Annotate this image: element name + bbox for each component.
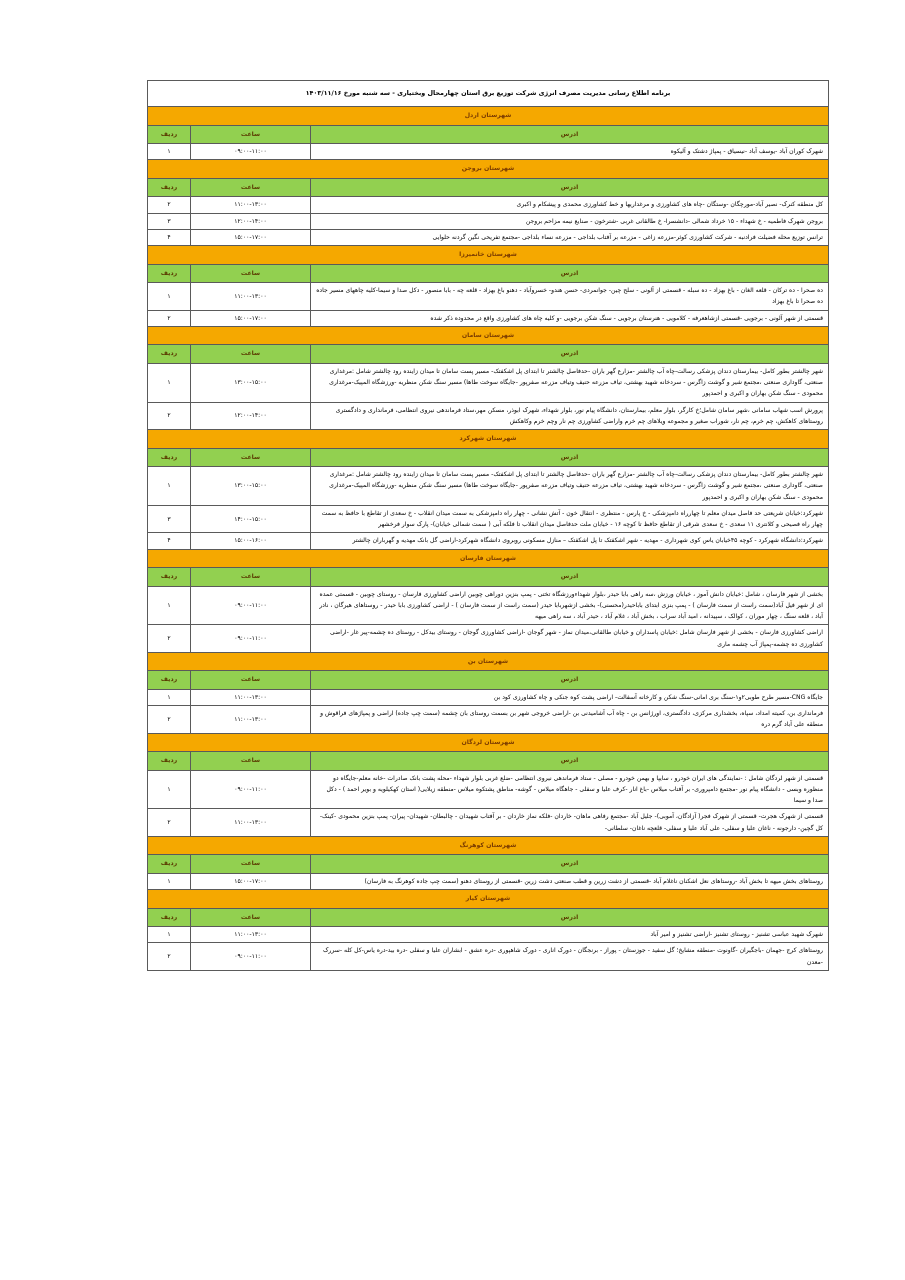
outage-hours: ۰۹:۰۰-۱۱:۰۰ xyxy=(191,586,311,625)
outage-row-number: ۲ xyxy=(148,402,191,430)
table-body xyxy=(148,81,829,971)
column-header-row xyxy=(148,752,829,770)
outage-address: اراضی کشاورزی فارسان - بخشی از شهر فارسان شامل :خیابان پاسداران و خیابان طالقانی،میدان نماز - شهر گوجان -اراضی کشاورزی گوجان - روستای بیدکل - روستای ده چشمه-پیر غار -اراضی کشاورزی ده چشمه-پمپاژ آب چشمه ماری xyxy=(311,625,829,653)
outage-address: قسمتی از شهرک هجرت- قسمتی از شهرک فجر( آزادگان، آموبی)- جلیل آباد -مجتمع رفاهی ماهان- خاردان -فلکه نماز خاردان - بر آفتاب شهیدان - چالبطان- شهیدان- پیران- پمپ بنزین محمودی -کینک- کل گچین- دارجونه - ناغان علیا و سفلی- علی آباد علیا و سفلی- قلعچه ناغان- سلطانی- xyxy=(311,809,829,837)
table-row xyxy=(148,402,829,430)
table-row xyxy=(148,943,829,971)
column-header-row-number: ردیف xyxy=(148,448,191,466)
outage-address: قسمتی از شهر آلونی - برجویی -قسمتی ازشاهعرفه - کلامویی - هنرستان برجویی - سنگ شکن برجویی -و کلیه چاه های کشاورزی واقع در محدوده ذکر شده xyxy=(311,310,829,326)
outage-hours: ۱۱:۰۰-۱۳:۰۰ xyxy=(191,689,311,705)
column-header-row-number: ردیف xyxy=(148,178,191,196)
column-header-hours: ساعت xyxy=(191,908,311,926)
column-header-hours: ساعت xyxy=(191,178,311,196)
column-header-address: ادرس xyxy=(311,752,829,770)
outage-hours: ۰۹:۰۰-۱۱:۰۰ xyxy=(191,625,311,653)
city-name: شهرستان کیار xyxy=(148,890,829,908)
column-header-row-number: ردیف xyxy=(148,264,191,282)
column-header-row-number: ردیف xyxy=(148,908,191,926)
column-header-hours: ساعت xyxy=(191,345,311,363)
table-row xyxy=(148,706,829,734)
outage-row-number: ۱ xyxy=(148,927,191,943)
city-name: شهرستان اردل xyxy=(148,107,829,125)
column-header-address: ادرس xyxy=(311,125,829,143)
outage-hours: ۱۱:۰۰-۱۳:۰۰ xyxy=(191,809,311,837)
column-header-row-number: ردیف xyxy=(148,345,191,363)
column-header-address: ادرس xyxy=(311,448,829,466)
column-header-row-number: ردیف xyxy=(148,671,191,689)
outage-hours: ۱۵:۰۰-۱۷:۰۰ xyxy=(191,229,311,245)
table-row xyxy=(148,144,829,160)
outage-address: شهر چالشتر بطور کامل- بیمارستان دندان پزشکی رسالت-چاه آب چالشتر -مزارع گهر باران -حدفاصل چالشتر تا ابتدای پل اشکفتک- مسیر پست سامان تا میدان زاینده رود چالشتر شامل :مرغداری صنعتی، گاوداری صنعتی ،مجتمع شیر و گوشت زاگرس - سردخانه شهید بهشتی، تیاف مزرعه حنیف وتیاف مزرعه صفرپور -جایگاه سوخت طاها) مسیر سنگ شکن منظریه -ورزشگاه المپیک-مرغداری محمودی - سنگ شکن بهاران و اکبری و احمدپور xyxy=(311,467,829,506)
outage-row-number: ۱ xyxy=(148,770,191,809)
city-section-header-row xyxy=(148,160,829,178)
outage-address: فرمانداری بن، کمیته امداد، سپاه، بخشداری مرکزی، دادگستری، اورژانس بن - چاه آب آشامیدنی بن -اراضی خروجی شهر بن بسمت روستای بان چشمه (سمت چپ جاده) اراضی و پمپاژهای فراقوش و منطقه علی آباد گرم دره xyxy=(311,706,829,734)
column-header-row-number: ردیف xyxy=(148,568,191,586)
column-header-address: ادرس xyxy=(311,908,829,926)
table-row xyxy=(148,873,829,889)
outage-hours: ۱۱:۰۰-۱۳:۰۰ xyxy=(191,283,311,311)
city-section-header-row xyxy=(148,246,829,264)
outage-row-number: ۲ xyxy=(148,197,191,213)
column-header-row xyxy=(148,568,829,586)
column-header-row xyxy=(148,264,829,282)
outage-address: شهرک شهید عباسی تشنیز - روستای تشنیز -اراضی تشنیز و امیر آباد xyxy=(311,927,829,943)
table-row xyxy=(148,533,829,549)
outage-hours: ۱۱:۰۰-۱۳:۰۰ xyxy=(191,706,311,734)
table-row xyxy=(148,229,829,245)
table-row xyxy=(148,467,829,506)
column-header-hours: ساعت xyxy=(191,671,311,689)
city-name: شهرستان لردگان xyxy=(148,733,829,751)
outage-hours: ۱۳:۰۰-۱۵:۰۰ xyxy=(191,467,311,506)
city-section-header-row xyxy=(148,652,829,670)
outage-address: ترانس توزیع محله فضیلت فرادنبه - شرکت کشاورزی کوثر-مزرعه زاغی - مزرعه بر آفتاب بلداجی - مزرعه نساء بلداجی -مجتمع تفریحی نگین گردنه حلوایی xyxy=(311,229,829,245)
outage-hours: ۱۱:۰۰-۱۳:۰۰ xyxy=(191,927,311,943)
table-row xyxy=(148,310,829,326)
column-header-row xyxy=(148,178,829,196)
outage-row-number: ۳ xyxy=(148,505,191,533)
city-name: شهرستان بن xyxy=(148,652,829,670)
column-header-row xyxy=(148,448,829,466)
city-section-header-row xyxy=(148,836,829,854)
outage-hours: ۱۳:۰۰-۱۵:۰۰ xyxy=(191,363,311,402)
table-row xyxy=(148,197,829,213)
column-header-hours: ساعت xyxy=(191,752,311,770)
outage-address: جایگاه CNG-مسیر طرح طوبی۲و۱-سنگ بری امانی-سنگ شکن و کارخانه آسفالت- اراضی پشت کوه جنکی و چاه کشاورزی کود بن xyxy=(311,689,829,705)
city-name: شهرستان خانمیرزا xyxy=(148,246,829,264)
column-header-address: ادرس xyxy=(311,345,829,363)
table-row xyxy=(148,213,829,229)
column-header-hours: ساعت xyxy=(191,568,311,586)
outage-row-number: ۱ xyxy=(148,144,191,160)
outage-address: شهرکرد:خیابان شریعتی حد فاصل میدان معلم تا چهارراه دامپزشکی - خ پارس - منتظری - انتقال خون - آتش نشانی - چهار راه دامپزشکی به سمت میدان انقلاب - خ سعدی از تقاطع با حافظ به سمت چهار راه فصیحی و کلانتری ۱۱ سعدی - خ سعدی شرقی از تقاطع حافظ تا کوچه ۱۶ - خیابان ملت حدفاصل میدان انقلاب تا فلکه آبی ( سمت شمالی خیابان)- پارک سوار فرخشهر xyxy=(311,505,829,533)
outage-row-number: ۲ xyxy=(148,943,191,971)
outage-hours: ۰۹:۰۰-۱۱:۰۰ xyxy=(191,144,311,160)
column-header-row-number: ردیف xyxy=(148,752,191,770)
table-row xyxy=(148,283,829,311)
column-header-row xyxy=(148,345,829,363)
outage-row-number: ۲ xyxy=(148,706,191,734)
table-row xyxy=(148,586,829,625)
column-header-address: ادرس xyxy=(311,671,829,689)
outage-schedule-sheet xyxy=(148,80,829,971)
outage-address: بروجن شهرک فاطمیه - خ شهداء - ۱۵ خرداد شمالی -دانشسرا- خ طالقانی غربی -شترخون - صنایع نیمه مزاحم بروجن xyxy=(311,213,829,229)
outage-row-number: ۴ xyxy=(148,533,191,549)
outage-row-number: ۱ xyxy=(148,689,191,705)
outage-address: ده صحرا - ده ترکان - قلعه الغان - باغ بهزاد - ده سبله - قسمتی از آلونی - سلح چین- جوانمردی- حسن هندو- خسروآباد - دهنو باغ بهزاد - قلعه چه - بابا منصور - دکل صدا و سیما-کلیه چاههای مسیر جاده ده صحرا تا باغ بهزاد xyxy=(311,283,829,311)
city-section-header-row xyxy=(148,549,829,567)
outage-row-number: ۲ xyxy=(148,625,191,653)
outage-row-number: ۱ xyxy=(148,467,191,506)
column-header-row xyxy=(148,908,829,926)
city-section-header-row xyxy=(148,326,829,344)
column-header-row xyxy=(148,125,829,143)
column-header-hours: ساعت xyxy=(191,125,311,143)
table-row xyxy=(148,625,829,653)
outage-row-number: ۲ xyxy=(148,310,191,326)
outage-row-number: ۱ xyxy=(148,586,191,625)
city-name: شهرستان بروجن xyxy=(148,160,829,178)
outage-address: پرورش اسب شهاب سامانی ،شهر سامان شامل؛خ کارگر، بلوار معلم، بیمارستان، دانشگاه پیام نور، بلوار شهداء، شهرک ابوذر، مسکن مهر،ستاد فرماندهی نیروی انتظامی، فرمانداری و دادگستری روستاهای کاهکش، چم خرم، چم نار، شوراب صغیر و مجموعه ویلاهای چم خرم واراضی کشاورزی چم نار وچم خرم وکاهکش xyxy=(311,402,829,430)
city-name: شهرستان شهرکرد xyxy=(148,430,829,448)
city-name: شهرستان سامان xyxy=(148,326,829,344)
outage-address: روستاهای کرج -جهمان -باجگیران -گاونوت -منطقه مشایخ؛ گل سفید - جوزستان - پوراز - برنجگان - دورک اناری - دورک شاهپوری -دره عشق - ابشاران علیا و سفلی -دره بید-دره یاس-کل کله -سررک -معدن xyxy=(311,943,829,971)
city-section-header-row xyxy=(148,890,829,908)
document-title-row xyxy=(148,81,829,107)
table-row xyxy=(148,770,829,809)
outage-row-number: ۱ xyxy=(148,873,191,889)
column-header-row-number: ردیف xyxy=(148,855,191,873)
outage-hours: ۱۲:۰۰-۱۴:۰۰ xyxy=(191,213,311,229)
outage-address: روستاهای بخش میهه تا بخش آباد -روستاهای نعل اشکنان ناغلام آباد -قسمتی از دشت زرین و قطب صنعتی دشت زرین -قسمتی از روستای دهنو (سمت چپ جاده کوهرنگ به فارسان) xyxy=(311,873,829,889)
outage-address: شهرکرد:دانشگاه شهرکرد - کوچه ۴۵خیابان یاس کوی شهرداری - مهدیه - شهر اشکفتک تا پل اشکفتک – منازل مسکونی روبروی دانشگاه شهرکرد-اراضی گل بانک مهدیه و گهرباران چالشتر xyxy=(311,533,829,549)
outage-schedule-table xyxy=(147,80,829,971)
outage-hours: ۰۹:۰۰-۱۱:۰۰ xyxy=(191,770,311,809)
column-header-row xyxy=(148,855,829,873)
outage-row-number: ۱ xyxy=(148,363,191,402)
column-header-row xyxy=(148,671,829,689)
column-header-hours: ساعت xyxy=(191,448,311,466)
outage-row-number: ۴ xyxy=(148,229,191,245)
column-header-address: ادرس xyxy=(311,178,829,196)
outage-row-number: ۱ xyxy=(148,283,191,311)
outage-row-number: ۲ xyxy=(148,809,191,837)
column-header-address: ادرس xyxy=(311,264,829,282)
city-name: شهرستان فارسان xyxy=(148,549,829,567)
table-row xyxy=(148,809,829,837)
outage-hours: ۰۹:۰۰-۱۱:۰۰ xyxy=(191,943,311,971)
city-section-header-row xyxy=(148,733,829,751)
page-title: برنامه اطلاع رسانی مدیریت مصرف انرژی شرکت توزیع برق استان چهارمحال وبختیاری - سه شنبه مورخ ۱۴۰۳/۱۱/۱۶ xyxy=(148,81,829,107)
column-header-hours: ساعت xyxy=(191,264,311,282)
table-row xyxy=(148,689,829,705)
outage-hours: ۱۵:۰۰-۱۶:۰۰ xyxy=(191,533,311,549)
outage-hours: ۱۵:۰۰-۱۷:۰۰ xyxy=(191,310,311,326)
outage-hours: ۱۴:۰۰-۱۵:۰۰ xyxy=(191,505,311,533)
table-row xyxy=(148,505,829,533)
outage-hours: ۱۱:۰۰-۱۳:۰۰ xyxy=(191,197,311,213)
city-name: شهرستان کوهرنگ xyxy=(148,836,829,854)
column-header-row-number: ردیف xyxy=(148,125,191,143)
column-header-address: ادرس xyxy=(311,568,829,586)
outage-address: کل منطقه کنرک- نصیر آباد-مورچگان -وستگان -چاه های کشاورزی و مرغداریها و خط کشاورزی محمدی و پیشکام و اکبری xyxy=(311,197,829,213)
outage-address: شهرک کوران آباد -یوسف آباد -نیسیاق - پمپاژ دشتک و آلیکوه xyxy=(311,144,829,160)
outage-hours: ۱۲:۰۰-۱۴:۰۰ xyxy=(191,402,311,430)
outage-address: بخشی از شهر فارسان ، شامل :خیابان دانش آموز ، خیابان ورزش ،سه راهی بابا حیدر ،بلوار شهداءورزشگاه تختی - پمپ بنزین دوراهی چوبین اراضی کشاورزی فارسان - روستای چوبین - قسمتی عمده ای از شهر فیل آباد(سمت راست از سمت فارسان ) - پمپ بنزی ابتدای باباحیدر(محسنی)- بخشی ازشهربابا حیدر (سمت راست از سمت فارسان ) - اراضی کشاورزی بابا حیدر - روستاهای هیرگان ، نادر آباد ، قلعه سنگ ، چهار موران ، کوالک ، سپیدانه ، امید آباد سراب ، بخش آباد ، غلام آباد ، حیدر آباد ، سه راهی میهه xyxy=(311,586,829,625)
column-header-hours: ساعت xyxy=(191,855,311,873)
table-row xyxy=(148,363,829,402)
outage-address: شهر چالشتر بطور کامل- بیمارستان دندان پزشکی رسالت-چاه آب چالشتر -مزارع گهر باران -حدفاصل چالشتر تا ابتدای پل اشکفتک- مسیر پست سامان تا میدان زاینده رود چالشتر شامل :مرغداری صنعتی، گاوداری صنعتی ،مجتمع شیر و گوشت زاگرس - سردخانه شهید بهشتی، تیاف مزرعه حنیف وتیاف مزرعه صفرپور -جایگاه سوخت طاها) مسیر سنگ شکن منظریه -ورزشگاه المپیک-مرغداری محمودی - سنگ شکن بهاران و اکبری و احمدپور xyxy=(311,363,829,402)
outage-address: قسمتی از شهر لردگان شامل : -نمایندگی های ایران خودرو ، سایپا و بهمن خودرو - مصلی - ستاد فرماندهی نیروی انتظامی -ضلع غربی بلوار شهداء -محله پشت بانک صادرات -خانه معلم-جایگاه دو منظوره وبسی - دانشگاه پیام نور -مجتمع دامپروری- بر آفتاب میلاس -باغ انار -کرف علیا و سفلی - جاهگاه میلاس - گوشه- مناطق پشتکوه میلاس -منطقه زیلایی( استان کهکیلویه و بویر احمد ) - دکل صدا و سیما xyxy=(311,770,829,809)
city-section-header-row xyxy=(148,107,829,125)
table-row xyxy=(148,927,829,943)
column-header-address: ادرس xyxy=(311,855,829,873)
outage-hours: ۱۵:۰۰-۱۷:۰۰ xyxy=(191,873,311,889)
city-section-header-row xyxy=(148,430,829,448)
outage-row-number: ۳ xyxy=(148,213,191,229)
